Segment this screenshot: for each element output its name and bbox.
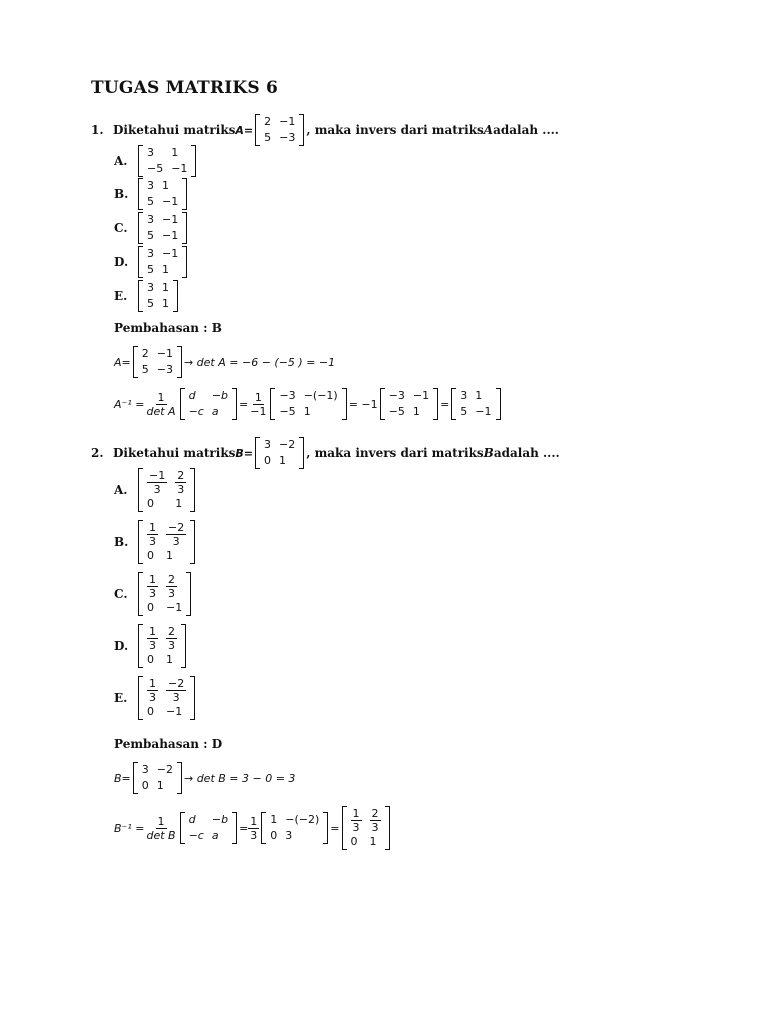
matrix-cell xyxy=(143,520,162,548)
matrix xyxy=(261,812,328,844)
right-bracket xyxy=(182,246,187,278)
matrix-cell: 5 xyxy=(460,405,468,418)
question-text-end: adalah .... xyxy=(493,446,560,460)
matrix-var: B xyxy=(483,446,494,460)
fraction: $\frac{2}{3}$ xyxy=(168,573,175,600)
question-text-pre: Diketahui matriks xyxy=(113,123,236,137)
inverse-line: A⁻¹ = $\frac{1}{\text{det A}}$ d −b −c a = $\frac{1}{-1}$ −3 −(−1) −5 1 = −1 −3 −1 −5 1 = 3 1 5 −1 xyxy=(114,388,503,420)
determinant-line: A = 2 −1 5 −3 → det A = −6 − (−5 ) = −1 xyxy=(114,347,336,376)
option-matrix xyxy=(138,520,195,564)
matrix-cell: 3 xyxy=(147,179,154,192)
matrix-cell xyxy=(143,468,171,496)
question-number: 1. xyxy=(91,123,104,137)
fraction: $\frac{2}{3}$ xyxy=(168,625,175,652)
matrix-cell: 5 xyxy=(147,229,154,242)
fraction: $\frac{-2}{3}$ xyxy=(168,521,185,548)
matrix-cell xyxy=(162,572,186,600)
matrix-cell: −1 xyxy=(162,213,179,226)
matrix-cell: 1 xyxy=(412,405,420,418)
matrix-cell: 1 xyxy=(303,405,311,418)
inverse-lhs: B⁻¹ = xyxy=(114,821,145,835)
matrix-cell: −1 xyxy=(166,601,183,614)
matrix xyxy=(133,762,182,794)
matrix-cell: 0 xyxy=(147,549,154,562)
question-text-post: , maka invers dari matriks xyxy=(306,446,484,460)
right-bracket xyxy=(182,178,187,210)
fraction: $\frac{2}{3}$ xyxy=(371,807,379,834)
matrix-cell xyxy=(143,676,162,704)
matrix-cell: 1 xyxy=(279,454,286,467)
option-c xyxy=(114,572,193,616)
right-bracket xyxy=(323,812,328,844)
matrix-cell: 0 xyxy=(264,454,271,467)
page-title: TUGAS MATRIKS 6 xyxy=(91,78,278,98)
option-e xyxy=(114,280,180,312)
matrix-cell: 3 xyxy=(147,281,154,294)
right-bracket xyxy=(186,572,191,616)
option-matrix xyxy=(138,178,187,210)
matrix-cell: a xyxy=(211,829,219,842)
option-d xyxy=(114,624,188,668)
fraction: $\frac{1}{3}$ xyxy=(149,521,156,548)
determinant-line: B = 3 −2 0 1 → det B = 3 − 0 = 3 xyxy=(114,763,296,792)
matrix xyxy=(180,812,237,844)
fraction: $\frac{1}{\text{det A}}$ xyxy=(146,390,176,418)
matrix-cell: −3 xyxy=(279,131,296,144)
matrix-cell: d xyxy=(188,813,196,826)
matrix-cell: 3 xyxy=(264,438,271,451)
matrix-cell: −c xyxy=(188,405,204,418)
matrix-cell: 1 xyxy=(166,549,173,562)
option-matrix xyxy=(138,676,195,720)
matrix-cell: d xyxy=(188,389,196,402)
matrix-cell: 2 xyxy=(264,115,272,128)
matrix-cell: −2 xyxy=(156,763,173,776)
fraction: $\frac{-1}{3}$ xyxy=(149,469,166,496)
question-1 xyxy=(91,114,559,146)
matrix-cell: 0 xyxy=(270,829,278,842)
question-text-post: , maka invers dari matriks xyxy=(306,123,484,137)
matrix-cell: −1 xyxy=(412,389,430,402)
option-label: D. xyxy=(114,255,129,269)
option-label: E. xyxy=(114,691,128,705)
matrix-cell xyxy=(143,624,162,652)
matrix-cell: 0 xyxy=(147,497,154,510)
option-b xyxy=(114,178,189,210)
matrix-cell: −2 xyxy=(279,438,296,451)
matrix-cell: −1 xyxy=(475,405,492,418)
matrix-cell xyxy=(162,520,190,548)
fraction: $\frac{1}{-1}$ xyxy=(250,390,267,418)
right-bracket xyxy=(173,280,178,312)
matrix-cell: 2 xyxy=(141,347,149,360)
matrix-cell: −5 xyxy=(279,405,296,418)
matrix-cell: −(−2) xyxy=(285,813,320,826)
option-d xyxy=(114,246,189,278)
fraction: $\frac{1}{3}$ xyxy=(250,814,258,842)
matrix-cell xyxy=(347,806,366,834)
right-bracket xyxy=(232,388,237,420)
answer-label: Pembahasan : B xyxy=(114,321,222,335)
question-text-pre: Diketahui matriks xyxy=(113,446,236,460)
option-matrix xyxy=(138,212,187,244)
option-a xyxy=(114,468,197,512)
matrix xyxy=(180,388,237,420)
matrix-cell: 0 xyxy=(147,653,154,666)
right-bracket xyxy=(496,388,501,420)
matrix-cell: 1 xyxy=(171,146,179,159)
matrix-cell: 5 xyxy=(147,297,154,310)
matrix-cell: 5 xyxy=(147,263,154,276)
matrix-cell: 0 xyxy=(147,705,154,718)
matrix-cell: −1 xyxy=(279,115,296,128)
right-bracket xyxy=(342,388,347,420)
option-matrix xyxy=(138,572,191,616)
matrix-cell: −(−1) xyxy=(303,389,338,402)
fraction: $\frac{1}{3}$ xyxy=(352,807,360,834)
option-label: A. xyxy=(114,483,128,497)
matrix-cell: 1 xyxy=(162,297,169,310)
equals-sign: = xyxy=(243,446,253,460)
matrix-cell: −3 xyxy=(279,389,296,402)
matrix-cell: −c xyxy=(188,829,204,842)
determinant-text: → det A = −6 − (−5 ) = −1 xyxy=(183,355,336,369)
option-label: C. xyxy=(114,587,128,601)
right-bracket xyxy=(433,388,438,420)
matrix-cell: −1 xyxy=(162,229,179,242)
option-matrix xyxy=(138,280,178,312)
matrix-cell: −3 xyxy=(156,363,173,376)
matrix-cell: 3 xyxy=(285,829,293,842)
matrix-cell: 1 xyxy=(369,835,377,848)
option-matrix xyxy=(138,145,196,177)
question-2 xyxy=(91,437,560,469)
matrix xyxy=(270,388,346,420)
matrix-var: B xyxy=(235,446,244,460)
matrix xyxy=(255,114,304,146)
matrix-cell: 3 xyxy=(147,213,154,226)
fraction: $\frac{2}{3}$ xyxy=(177,469,185,496)
answer-label: Pembahasan : D xyxy=(114,737,223,751)
right-bracket xyxy=(191,145,196,177)
matrix-cell: 1 xyxy=(475,389,483,402)
matrix-cell: −3 xyxy=(388,389,405,402)
matrix-cell: 1 xyxy=(175,497,183,510)
matrix-cell: −1 xyxy=(162,247,179,260)
matrix-cell xyxy=(143,572,162,600)
option-e xyxy=(114,676,197,720)
matrix-var: A xyxy=(483,123,494,137)
right-bracket xyxy=(177,346,182,378)
matrix-cell: 3 xyxy=(147,146,154,159)
right-bracket xyxy=(190,520,195,564)
matrix-cell: a xyxy=(211,405,219,418)
matrix-cell: 3 xyxy=(141,763,149,776)
option-b xyxy=(114,520,197,564)
right-bracket xyxy=(177,762,182,794)
matrix-cell: 1 xyxy=(166,653,173,666)
matrix-cell: 0 xyxy=(141,779,149,792)
fraction: $\frac{1}{\text{det B}}$ xyxy=(146,814,176,842)
fraction: $\frac{1}{3}$ xyxy=(149,573,156,600)
fraction: $\frac{1}{3}$ xyxy=(149,625,156,652)
matrix-cell: 1 xyxy=(156,779,164,792)
matrix-cell: 3 xyxy=(147,247,154,260)
matrix-cell: 0 xyxy=(147,601,154,614)
matrix-cell: 0 xyxy=(350,835,358,848)
question-number: 2. xyxy=(91,446,104,460)
equals-sign: = xyxy=(243,123,254,137)
right-bracket xyxy=(385,806,390,850)
option-matrix xyxy=(138,246,187,278)
matrix xyxy=(451,388,500,420)
matrix-cell: −1 xyxy=(162,195,179,208)
matrix xyxy=(342,806,390,850)
inverse-line: B⁻¹ = $\frac{1}{\text{det B}}$ d −b −c a = $\frac{1}{3}$ 1 −(−2) 0 3 = $\frac{1}{3}$ $\frac{2}{3}$ 0 1 xyxy=(114,806,392,850)
right-bracket xyxy=(182,212,187,244)
option-matrix xyxy=(138,468,195,512)
matrix-cell: 5 xyxy=(264,131,272,144)
option-a xyxy=(114,145,198,177)
matrix-cell: −5 xyxy=(388,405,405,418)
matrix-cell: 5 xyxy=(147,195,154,208)
matrix xyxy=(255,437,304,469)
matrix-cell: 1 xyxy=(162,281,169,294)
matrix-cell: 1 xyxy=(162,263,169,276)
right-bracket xyxy=(232,812,237,844)
matrix-cell: −1 xyxy=(166,705,183,718)
matrix-var: A xyxy=(235,123,244,137)
option-label: B. xyxy=(114,187,129,201)
matrix-cell: −b xyxy=(211,389,229,402)
matrix-cell: −1 xyxy=(156,347,173,360)
matrix-cell xyxy=(162,624,181,652)
fraction: $\frac{-2}{3}$ xyxy=(168,677,185,704)
option-label: A. xyxy=(114,154,128,168)
matrix-cell xyxy=(162,676,190,704)
right-bracket xyxy=(190,468,195,512)
matrix-cell: 5 xyxy=(141,363,149,376)
option-label: B. xyxy=(114,535,129,549)
matrix xyxy=(380,388,438,420)
question-text-end: adalah .... xyxy=(493,123,559,137)
right-bracket xyxy=(181,624,186,668)
fraction: $\frac{1}{3}$ xyxy=(149,677,156,704)
matrix-cell: 3 xyxy=(460,389,468,402)
option-label: D. xyxy=(114,639,129,653)
matrix-cell: −b xyxy=(211,813,229,826)
option-c xyxy=(114,212,189,244)
option-label: C. xyxy=(114,221,128,235)
matrix xyxy=(133,346,182,378)
matrix-cell xyxy=(171,468,190,496)
option-label: E. xyxy=(114,289,128,303)
matrix-cell xyxy=(366,806,385,834)
determinant-text: → det B = 3 − 0 = 3 xyxy=(183,771,296,785)
matrix-cell: 1 xyxy=(270,813,278,826)
right-bracket xyxy=(299,437,304,469)
option-matrix xyxy=(138,624,186,668)
matrix-cell: 1 xyxy=(162,179,169,192)
matrix-cell: −5 xyxy=(147,162,164,175)
inverse-lhs: A⁻¹ = xyxy=(114,397,145,411)
right-bracket xyxy=(190,676,195,720)
right-bracket xyxy=(299,114,304,146)
matrix-cell: −1 xyxy=(171,162,188,175)
